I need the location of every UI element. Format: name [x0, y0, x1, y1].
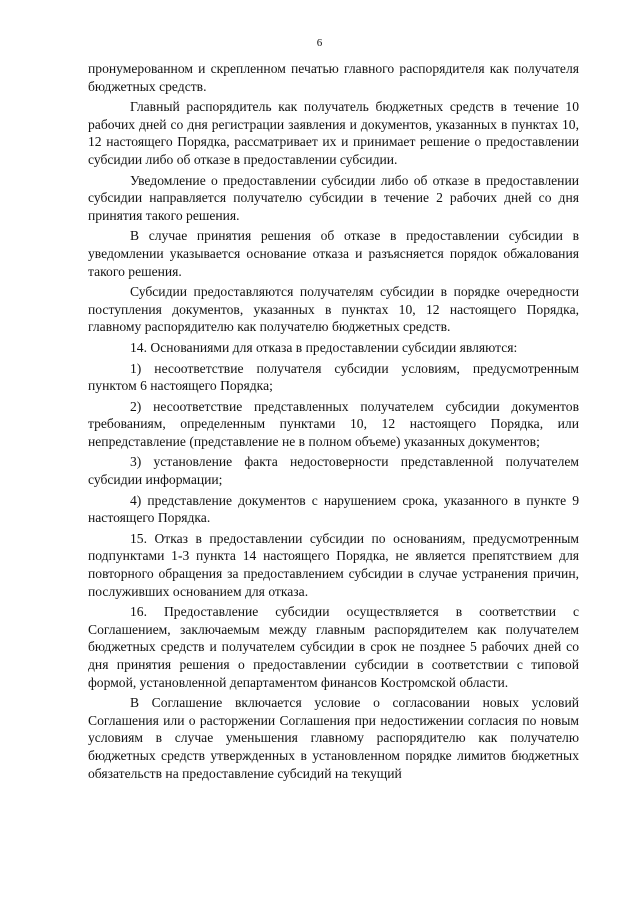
paragraph-agreement-conditions: В Соглашение включается условие о согласовании новых условий Соглашения или о расторжении Соглашения при недостижении согласия по новым условиям в случае уменьшения главному распорядителю как получателю бюджетных средств утвержденных в установленном порядке лимитов бюджетных обязательств на предоставление субсидий на текущий — [88, 695, 579, 781]
list-item-14-2: 2) несоответствие представленных получателем субсидии документов требованиям, определенным пунктами 10, 12 настоящего Порядка, или непредставление (представление не в полном объеме) указанных документов; — [88, 398, 579, 449]
page-number: 6 — [316, 37, 323, 49]
paragraph-order-of-provision: Субсидии предоставляются получателям субсидии в порядке очередности поступления документов, указанных в пунктах 10, 12 настоящего Порядка, главному распорядителю как получателю бюджетных средств. — [88, 284, 579, 335]
list-item-14-4: 4) представление документов с нарушением срока, указанного в пункте 9 настоящего Порядка. — [88, 492, 579, 526]
document-body — [88, 60, 579, 785]
paragraph-clause-14: 14. Основаниями для отказа в предоставлении субсидии являются: — [130, 339, 518, 355]
list-item-14-3: 3) установление факта недостоверности представленной получателем субсидии информации; — [88, 454, 579, 488]
paragraph-clause-16: 16. Предоставление субсидии осуществляется в соответствии с Соглашением, заключаемым между главным распорядителем как получателем бюджетных средств и получателем субсидии в срок не позднее 5 рабочих дней со дня принятия решения о предоставлении субсидии в соответствии с типовой формой, установленной департаментом финансов Костромской области. — [88, 604, 579, 690]
paragraph-notification: Уведомление о предоставлении субсидии либо об отказе в предоставлении субсидии направляется получателю субсидии в течение 2 рабочих дней со дня принятия такого решения. — [88, 172, 579, 223]
paragraph-clause-15: 15. Отказ в предоставлении субсидии по основаниям, предусмотренным подпунктами 1-3 пункта 14 настоящего Порядка, не является препятствием для повторного обращения за предоставлением субсидии в случае устранения причин, послуживших основанием для отказа. — [88, 530, 579, 599]
list-item-14-1: 1) несоответствие получателя субсидии условиям, предусмотренным пунктом 6 настоящего Порядка; — [88, 360, 579, 394]
paragraph-refusal-grounds-notice: В случае принятия решения об отказе в предоставлении субсидии в уведомлении указывается основание отказа и разъясняется порядок обжалования такого решения. — [88, 228, 579, 279]
paragraph-continuation: пронумерованном и скрепленном печатью главного распорядителя как получателя бюджетных средств. — [88, 61, 579, 94]
paragraph-review-term: Главный распорядитель как получатель бюджетных средств в течение 10 рабочих дней со дня регистрации заявления и документов, указанных в пунктах 10, 12 настоящего Порядка, рассматривает их и принимает решение о предоставлении субсидии либо об отказе в предоставлении субсидии. — [88, 99, 579, 167]
